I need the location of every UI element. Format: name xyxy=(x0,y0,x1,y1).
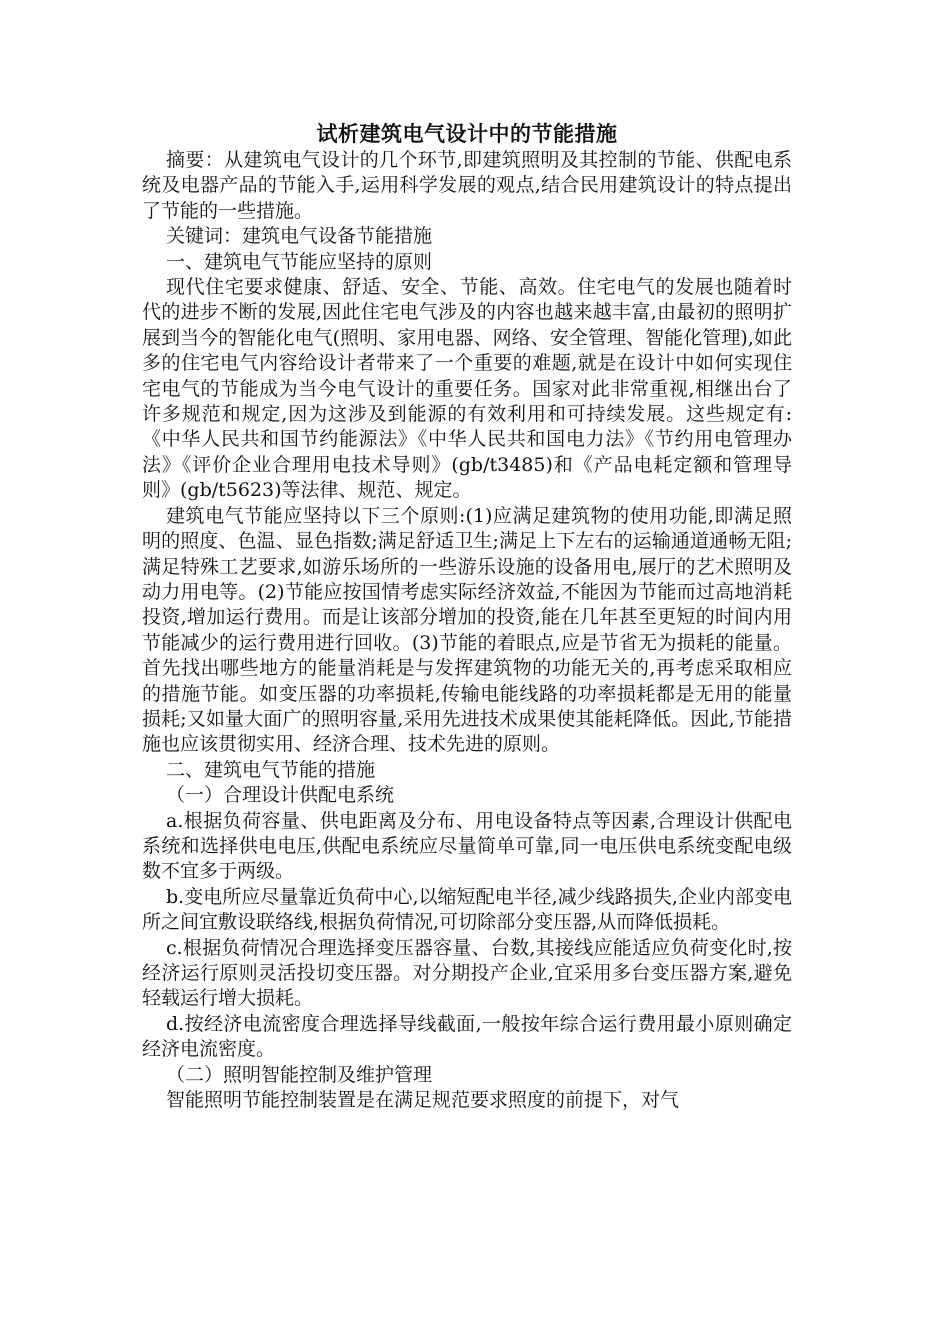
list-item: b.变电所应尽量靠近负荷中心,以缩短配电半径,减少线路损失,企业内部变电所之间宜敷设联络线,根据负荷情况,可切除部分变压器,从而降低损耗。 xyxy=(142,885,792,934)
document-body xyxy=(142,120,792,1113)
section-heading: 一、建筑电气节能应坚持的原则 xyxy=(166,250,433,273)
body-paragraph: 智能照明节能控制装置是在满足规范要求照度的前提下，对气 xyxy=(166,1089,680,1112)
body-paragraph: 现代住宅要求健康、舒适、安全、节能、高效。住宅电气的发展也随着时代的进步不断的发展,因此住宅电气涉及的内容也越来越丰富,由最初的照明扩展到当今的智能化电气(照明、家用电器、网络、安全管理、智能化管理),如此多的住宅电气内容给设计者带来了一个重要的难题,就是在设计中如何实现住宅电气的节能成为当今电气设计的重要任务。国家对此非常重视,相继出台了许多规范和规定,因为这涉及到能源的有效利用和可持续发展。这些规定有:《中华人民共和国节约能源法》《中华人民共和国电力法》《节约用电管理办法》《评价企业合理用电技术导则》(gb/t3485)和《产品电耗定额和管理导则》(gb/t5623)等法律、规范、规定。 xyxy=(142,276,792,502)
list-item: a.根据负荷容量、供电距离及分布、用电设备特点等因素,合理设计供配电系统和选择供电电压,供配电系统应尽量简单可靠,同一电压供电系统变配电级数不宜多于两级。 xyxy=(142,809,792,883)
list-item: c.根据负荷情况合理选择变压器容量、台数,其接线应能适应负荷变化时,按经济运行原则灵活投切变压器。对分期投产企业,宜采用多台变压器方案,避免轻载运行增大损耗。 xyxy=(142,936,792,1010)
body-paragraph: 建筑电气节能应坚持以下三个原则:(1)应满足建筑物的使用功能,即满足照明的照度、色温、显色指数;满足舒适卫生;满足上下左右的运输通道通畅无阻;满足特殊工艺要求,如游乐场所的一些游乐设施的设备用电,展厅的艺术照明及动力用电等。(2)节能应按国情考虑实际经济效益,不能因为节能而过高地消耗投资,增加运行费用。而是让该部分增加的投资,能在几年甚至更短的时间内用节能减少的运行费用进行回收。(3)节能的着眼点,应是节省无为损耗的能量。首先找出哪些地方的能量消耗是与发挥建筑物的功能无关的,再考虑采取相应的措施节能。如变压器的功率损耗,传输电能线路的功率损耗都是无用的能量损耗;又如量大面广的照明容量,采用先进技术成果使其能耗降低。因此,节能措施也应该贯彻实用、经济合理、技术先进的原则。 xyxy=(142,504,792,756)
section-heading: 二、建筑电气节能的措施 xyxy=(166,758,376,781)
keywords-paragraph: 关键词：建筑电气设备节能措施 xyxy=(166,225,433,248)
subsection-heading: （一）合理设计供配电系统 xyxy=(166,784,395,807)
subsection-heading: （二）照明智能控制及维护管理 xyxy=(166,1063,433,1086)
document-title: 试析建筑电气设计中的节能措施 xyxy=(316,121,618,146)
abstract-paragraph: 摘要：从建筑电气设计的几个环节,即建筑照明及其控制的节能、供配电系统及电器产品的节能入手,运用科学发展的观点,结合民用建筑设计的特点提出了节能的一些措施。 xyxy=(142,149,792,222)
list-item: d.按经济电流密度合理选择导线截面,一般按年综合运行费用最小原则确定经济电流密度。 xyxy=(142,1012,792,1061)
